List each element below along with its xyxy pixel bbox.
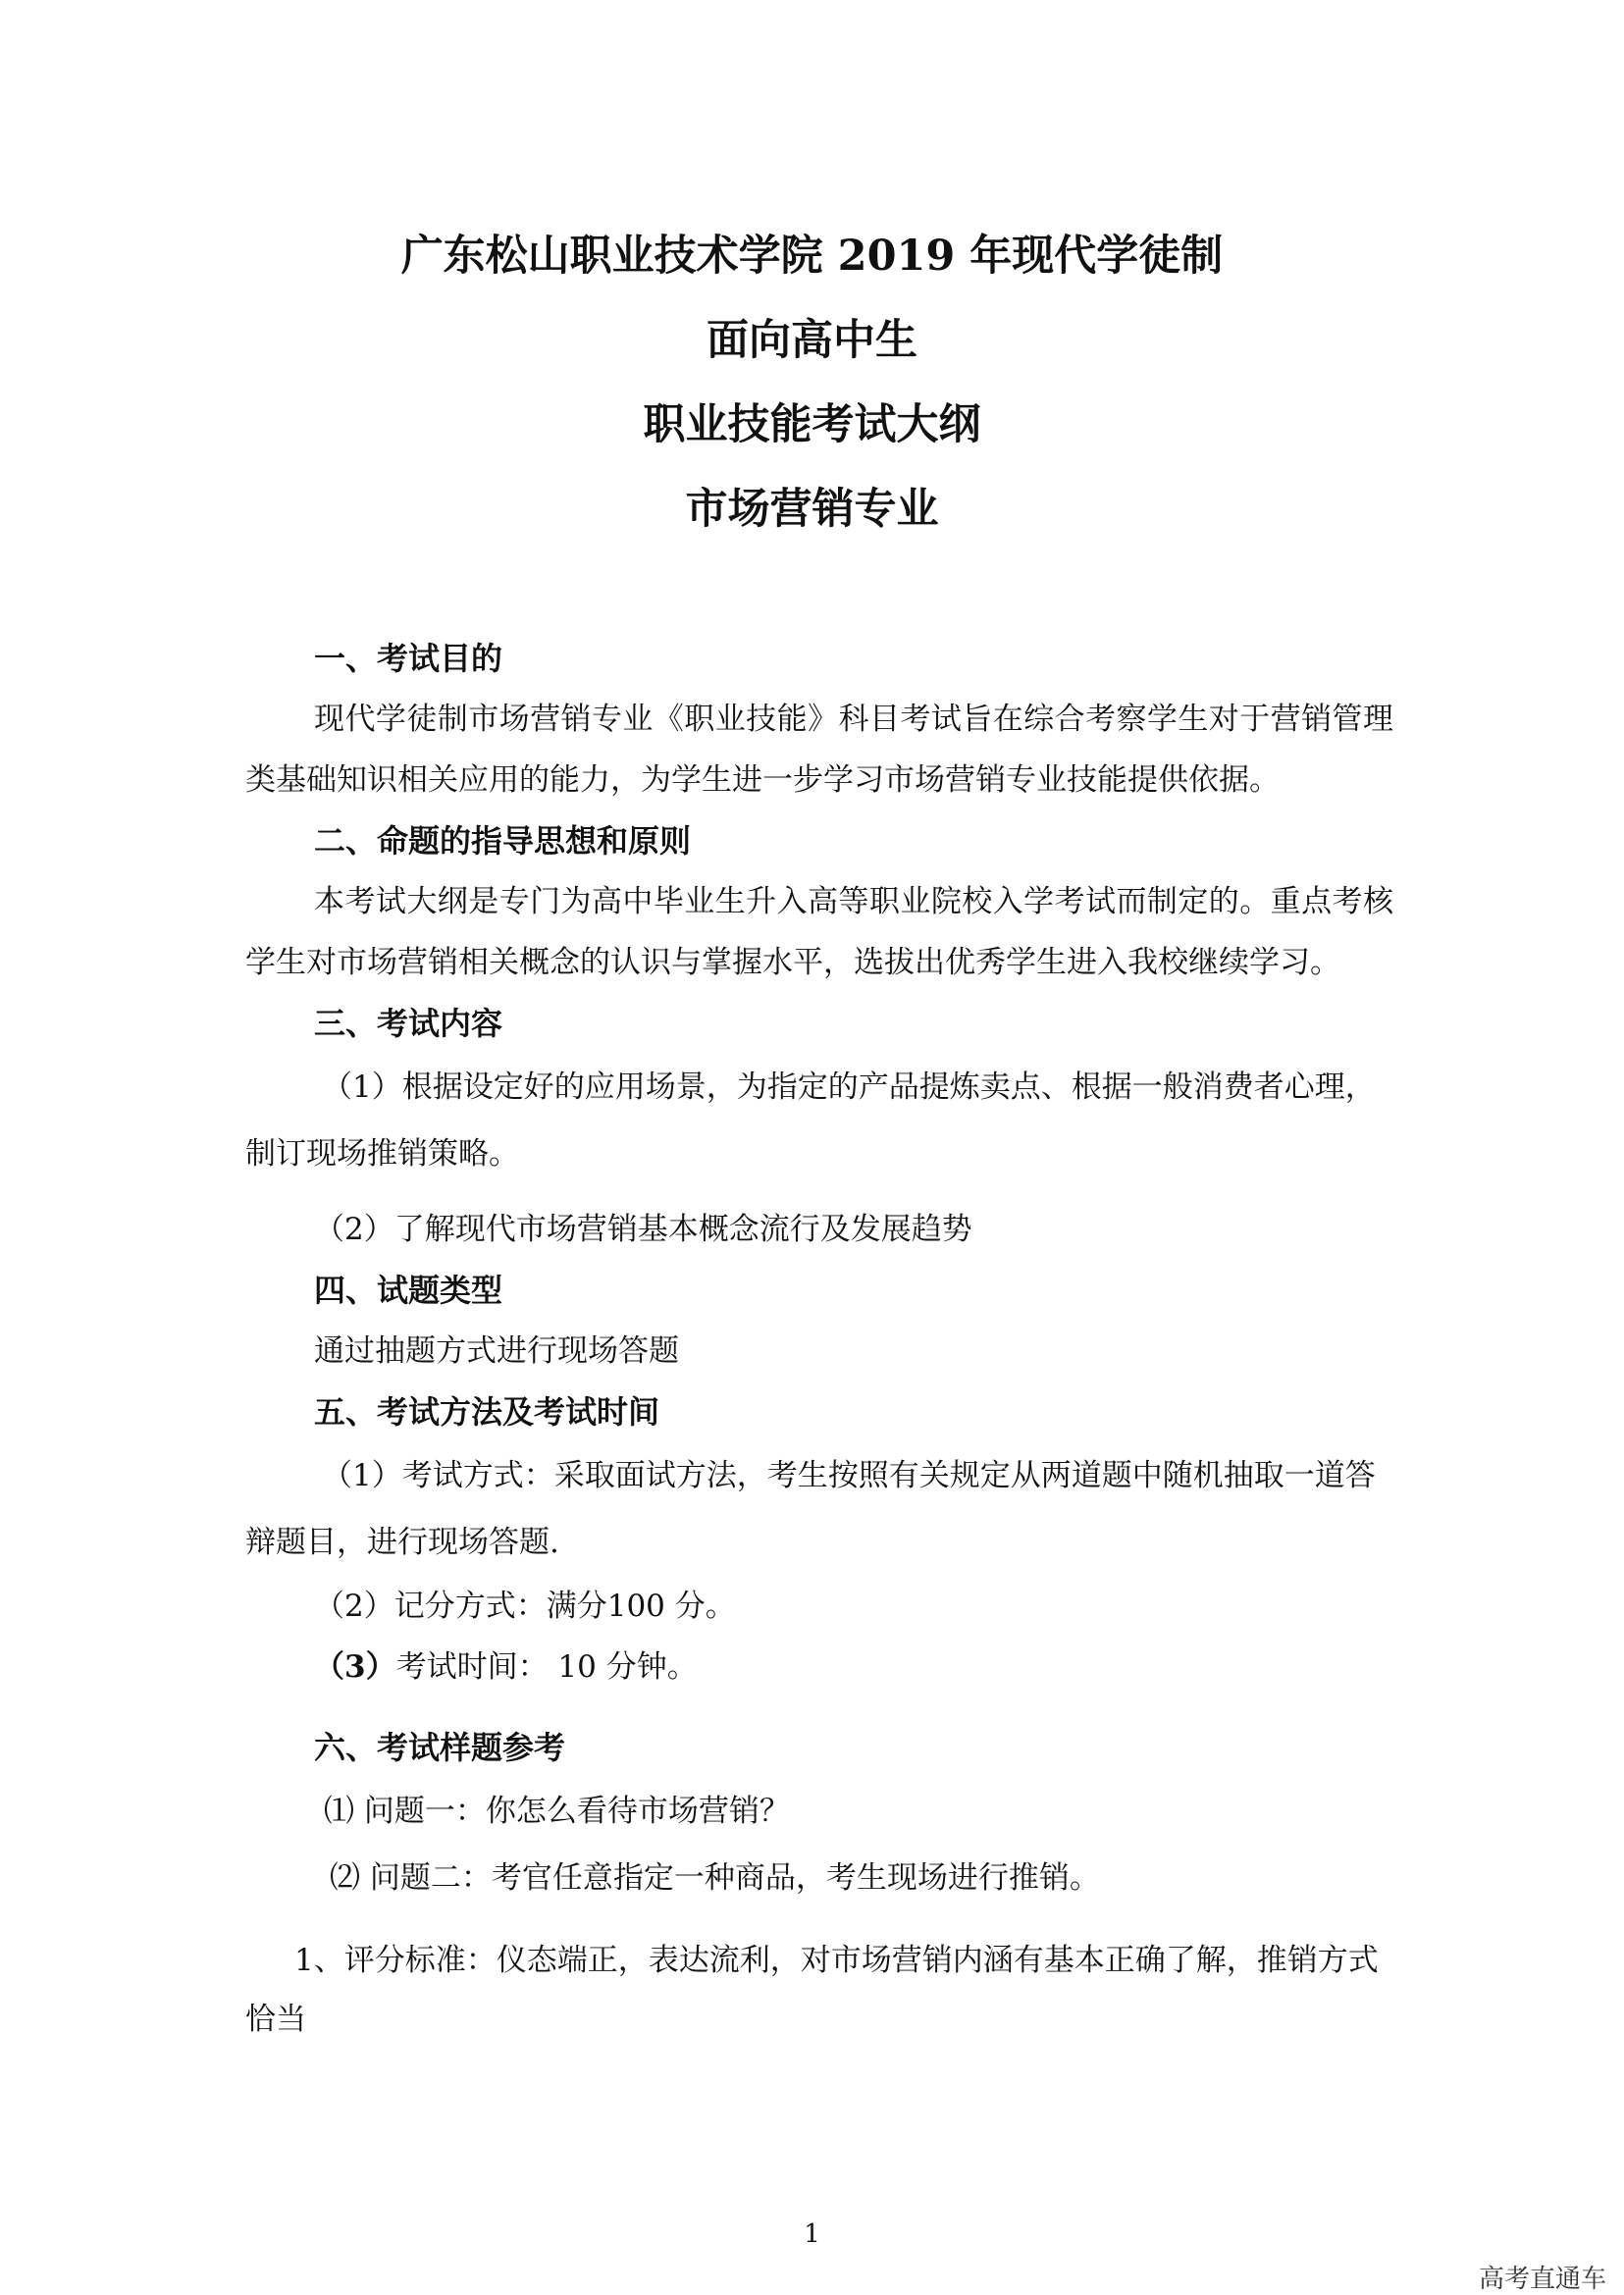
section-3-heading: 三、考试内容 [314,1005,503,1042]
spacer [245,1911,1393,1931]
sample-question-2: ⑵ 问题二：考官任意指定一种商品，考生现场进行推销。 [330,1860,1100,1896]
title-line-4: 市场营销专业 [685,485,939,534]
spacer [245,1697,1393,1717]
section-5-item-2: （2）记分方式：满分100 分。 [314,1589,736,1624]
section-1-heading: 一、考试目的 [314,640,503,677]
section-2-heading: 二、命题的指导思想和原则 [314,822,692,860]
title-line-3: 职业技能考试大纲 [643,400,981,449]
section-5-item-1: （1）考试方式：采取面试方法，考生按照有关规定从两道题中随机抽取一道答辩题目，进行现场答题. [245,1458,1376,1560]
section-6-heading: 六、考试样题参考 [314,1729,566,1766]
sample-question-1: ⑴ 问题一：你怎么看待市场营销？ [324,1794,790,1829]
spacer [245,1187,1393,1199]
section-1-text: 现代学徒制市场营销专业《职业技能》科目考试旨在综合考察学生对于营销管理类基础知识相关应用的能力，为学生进一步学习市场营销专业技能提供依据。 [245,702,1393,798]
section-3-item-1: （1）根据设定好的应用场景，为指定的产品提炼卖点、根据一般消费者心理，制订现场推销策略。 [245,1069,1376,1172]
section-5-item-3-number: （3） [314,1649,396,1685]
section-5-item-3-text: 考试时间： 10 分钟。 [395,1649,698,1685]
watermark-text: 高考直通车 [1478,2265,1606,2294]
section-2-text: 本考试大纲是专门为高中毕业生升入高等职业院校入学考试而制定的。重点考核学生对市场营销相关概念的认识与掌握水平，选拔出优秀学生进入我校继续学习。 [245,884,1393,980]
section-4-heading: 四、试题类型 [314,1272,503,1309]
title-line-2: 面向高中生 [707,316,917,365]
document-body [245,628,1393,2049]
section-3-item-2: （2）了解现代市场营销基本概念流行及发展趋势 [314,1212,972,1247]
section-4-text: 通过抽题方式进行现场答题 [314,1333,679,1369]
scoring-criteria: 1、评分标准：仪态端正，表达流利，对市场营销内涵有基本正确了解，推销方式恰当 [245,1943,1379,2037]
title-block [0,214,1624,551]
section-5-item-3 [245,1637,1393,1697]
section-5-heading: 五、考试方法及考试时间 [314,1393,660,1431]
page-number: 1 [804,2219,820,2249]
title-line-1: 广东松山职业技术学院 2019 年现代学徒制 [400,232,1224,281]
